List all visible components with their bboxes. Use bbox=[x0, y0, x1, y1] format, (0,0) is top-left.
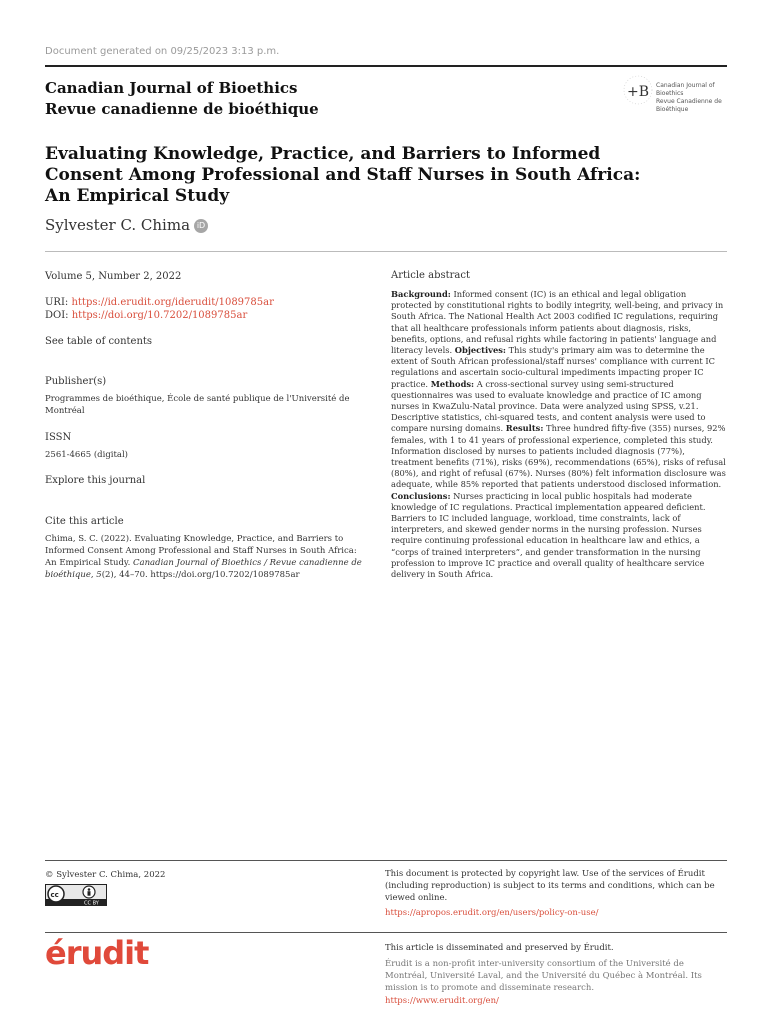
doi-label: DOI: bbox=[45, 310, 69, 321]
journal-logo-text bbox=[656, 82, 732, 114]
author-line bbox=[45, 216, 208, 234]
citation-journal: Canadian Journal of Bioethics / Revue canadienne de bioéthique bbox=[45, 558, 362, 580]
publisher-name: Programmes de bioéthique, École de santé publique de l'Université de Montréal bbox=[45, 394, 350, 416]
citation-pages: (2), 44–70. https://doi.org/10.7202/1089785ar bbox=[101, 570, 300, 580]
article-title-line-2: Consent Among Professional and Staff Nurses in South Africa: bbox=[45, 165, 641, 185]
erudit-description: Érudit is a non-profit inter-university consortium of the Université de Montréal, Université Laval, and the Université du Québec à Montréal. Its mission is to promote and disseminate research. bbox=[385, 959, 702, 993]
issn-heading: ISSN bbox=[45, 432, 72, 443]
notice-text: This document is protected by copyright law. Use of the services of Érudit (including reproduction) is subject to its terms and conditions, which can be viewed online. bbox=[385, 869, 715, 903]
article-title-line-1: Evaluating Knowledge, Practice, and Barriers to Informed bbox=[45, 144, 601, 164]
journal-logo bbox=[622, 74, 732, 113]
article-title bbox=[45, 144, 645, 207]
copyright-notice bbox=[385, 868, 725, 919]
erudit-notice bbox=[385, 942, 725, 1007]
doi-link[interactable]: https://doi.org/10.7202/1089785ar bbox=[71, 310, 248, 321]
abstract-section bbox=[391, 270, 727, 580]
background-label: Background: bbox=[391, 289, 451, 299]
author-name[interactable]: Sylvester C. Chima bbox=[45, 216, 191, 234]
journal-title-en: Canadian Journal of Bioethics bbox=[45, 79, 298, 97]
citation-text: Chima, S. C. (2022). Evaluating Knowledge, Practice, and Barriers to Informed Consent Among Professional and Staff Nurses in South Africa: An Empirical Study. Canadian Journal of Bioethics / Revue canadienne de bioéthique, 5(2), 44–70. https://doi.org/10.7202/1089785ar bbox=[45, 534, 362, 580]
citation-body: Chima, S. C. (2022). Evaluating Knowledge, Practice, and Barriers to Informed Consent Among Professional and Staff Nurses in South Africa: An Empirical Study. bbox=[45, 534, 357, 568]
results-text: Three hundred fifty-five (355) nurses, 92% females, with 1 to 41 years of professional experience, completed this study. Information disclosed by nurses to patients included diagnosis (77%), treatment benefits (71%), risks (69%), recommendations (65%), risks of refusal (80%), and right of refusal (67%). Nurses (80%) felt information disclosure was adequate, while 85% reported that patients understood disclosed information. bbox=[391, 423, 726, 490]
volume-info: Volume 5, Number 2, 2022 bbox=[45, 271, 182, 282]
abstract-heading: Article abstract bbox=[391, 270, 470, 281]
methods-label: Methods: bbox=[430, 378, 475, 389]
cc-label: CC BY bbox=[84, 900, 99, 906]
journal-title-fr: Revue canadienne de bioéthique bbox=[45, 100, 319, 118]
orcid-icon[interactable]: iD bbox=[194, 219, 208, 233]
logo-line-2: Revue Canadienne de Bioéthique bbox=[656, 98, 722, 113]
objectives-label: Objectives: bbox=[454, 345, 506, 356]
citation-volume: 5 bbox=[96, 570, 102, 580]
erudit-link[interactable]: https://www.erudit.org/en/ bbox=[385, 996, 499, 1006]
conclusions-text: Nurses practicing in local public hospitals had moderate knowledge of IC regulations. Practical implementation appeared deficient. Barriers to IC included language, workload, time constraints, lack of interpreters, and skewed gender norms in the nursing profession. Nurses require continuing professional education in healthcare law and ethics, a “corps of trained interpreters”, and gender transformation in the nursing profession to improve IC practice and overall quality of healthcare service delivery in South Africa. bbox=[391, 490, 706, 580]
cite-heading: Cite this article bbox=[45, 516, 124, 527]
disseminated-text: This article is disseminated and preserved by Érudit. bbox=[385, 943, 614, 953]
journal-logo-icon bbox=[622, 74, 654, 106]
uri-label: URI: bbox=[45, 297, 69, 308]
conclusions-label: Conclusions: bbox=[391, 490, 451, 501]
title-divider bbox=[45, 251, 727, 252]
header-rule bbox=[45, 65, 727, 67]
publisher-heading: Publisher(s) bbox=[45, 376, 107, 387]
explore-journal-link[interactable]: Explore this journal bbox=[45, 475, 146, 486]
footer-rule-2 bbox=[45, 932, 727, 933]
logo-line-1: Canadian Journal of Bioethics bbox=[656, 82, 715, 97]
issn-value: 2561-4665 (digital) bbox=[45, 450, 128, 460]
identifiers bbox=[45, 296, 365, 322]
background-text: Informed consent (IC) is an ethical and legal obligation protected by constitutional rights to bodily integrity, well-being, and privacy in South Africa. The National Health Act 2003 codified IC regulations, requiring that all healthcare professionals inform patients about diagnosis, risks, benefits, options, and refusal rights while factoring in patients' language and literacy levels. bbox=[391, 289, 724, 356]
generated-timestamp: Document generated on 09/25/2023 3:13 p.m. bbox=[45, 46, 280, 57]
svg-text:cc: cc bbox=[50, 891, 59, 899]
svg-text:+B: +B bbox=[627, 84, 650, 100]
copyright-text: © Sylvester C. Chima, 2022 bbox=[45, 870, 166, 880]
abstract-text bbox=[391, 289, 727, 580]
uri-link[interactable]: https://id.erudit.org/iderudit/1089785ar bbox=[71, 297, 274, 308]
results-label: Results: bbox=[505, 423, 544, 434]
erudit-logo-text: érudit bbox=[45, 934, 149, 972]
policy-link[interactable]: https://apropos.erudit.org/en/users/policy-on-use/ bbox=[385, 908, 599, 918]
objectives-text: This study's primary aim was to determine the extent of South African professional/staff nurses' compliance with current IC regulations and ascertain socio-cultural impediments impacting proper IC practice. bbox=[391, 345, 715, 389]
journal-title bbox=[45, 78, 319, 120]
methods-text: A cross-sectional survey using semi-structured questionnaires was used to evaluate knowledge and practice of IC among nurses in KwaZulu-Natal province. Data were analyzed using SPSS, v.21. Descriptive statistics, chi-squared tests, and content analysis were used to compare nursing domains. bbox=[391, 378, 706, 434]
cc-by-license-icon[interactable] bbox=[45, 884, 107, 906]
toc-link[interactable]: See table of contents bbox=[45, 336, 153, 347]
erudit-logo[interactable] bbox=[45, 934, 149, 978]
footer-rule-1 bbox=[45, 860, 727, 861]
article-title-line-3: An Empirical Study bbox=[45, 186, 230, 206]
